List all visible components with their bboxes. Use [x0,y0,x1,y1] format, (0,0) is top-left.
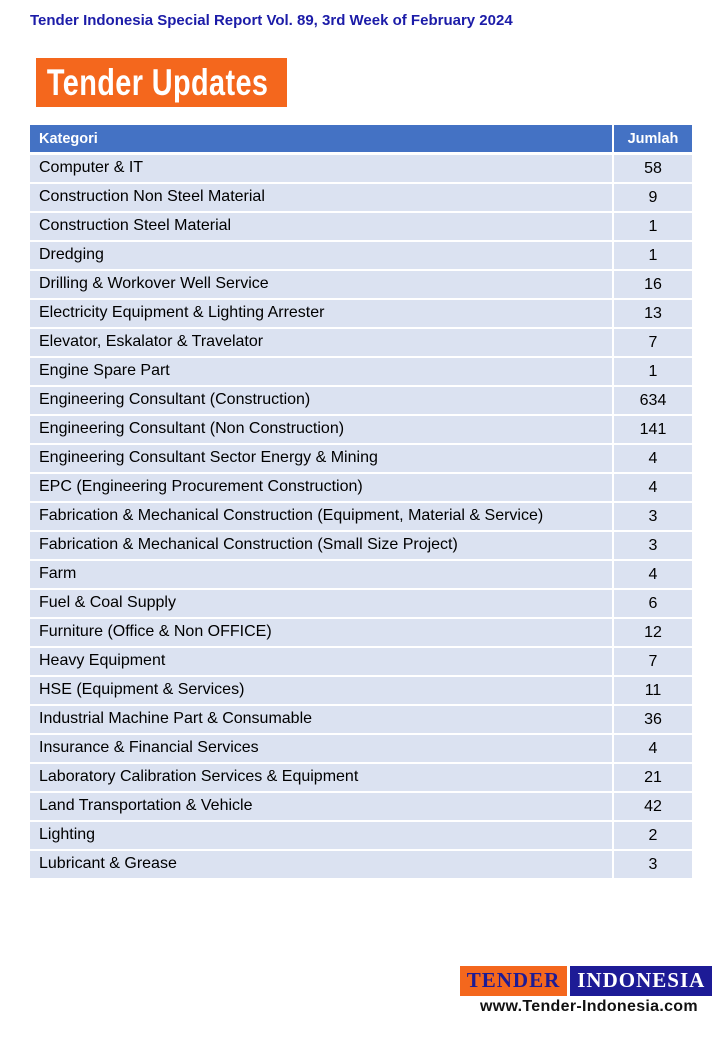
category-cell: Engineering Consultant Sector Energy & Mining [39,449,378,467]
table-row [30,619,692,648]
column-header-jumlah: Jumlah [612,125,692,152]
table-row [30,503,692,532]
category-cell: Dredging [39,246,104,264]
count-cell: 7 [612,329,692,356]
column-header-kategori: Kategori [39,130,98,147]
category-cell: Fabrication & Mechanical Construction (Equipment, Material & Service) [39,507,544,525]
category-cell: Construction Steel Material [39,217,232,235]
count-cell: 634 [612,387,692,414]
count-cell: 1 [612,358,692,385]
category-cell: HSE (Equipment & Services) [39,681,245,699]
table-body [30,155,692,880]
table-row [30,561,692,590]
count-cell: 16 [612,271,692,298]
table-header-row [30,125,692,155]
count-cell: 4 [612,735,692,762]
count-cell: 7 [612,648,692,675]
category-cell: Lubricant & Grease [39,855,177,873]
category-cell: Drilling & Workover Well Service [39,275,269,293]
table-row [30,242,692,271]
count-cell: 11 [612,677,692,704]
table-row [30,532,692,561]
table-row [30,851,692,880]
category-cell: Fuel & Coal Supply [39,594,176,612]
category-cell: Computer & IT [39,159,144,177]
category-cell: Heavy Equipment [39,652,166,670]
table-row [30,677,692,706]
table-row [30,300,692,329]
count-cell: 1 [612,242,692,269]
table-row [30,590,692,619]
category-cell: Industrial Machine Part & Consumable [39,710,313,728]
tender-updates-table [30,125,692,880]
count-cell: 9 [612,184,692,211]
table-row [30,271,692,300]
category-cell: Land Transportation & Vehicle [39,797,253,815]
category-cell: EPC (Engineering Procurement Construction) [39,478,363,496]
table-row [30,213,692,242]
tender-updates-banner [36,58,287,107]
category-cell: Engine Spare Part [39,362,170,380]
count-cell: 36 [612,706,692,733]
table-row [30,358,692,387]
count-cell: 2 [612,822,692,849]
count-cell: 4 [612,561,692,588]
table-row [30,416,692,445]
count-cell: 3 [612,851,692,878]
table-row [30,329,692,358]
category-cell: Engineering Consultant (Construction) [39,391,311,409]
count-cell: 12 [612,619,692,646]
category-cell: Lighting [39,826,96,844]
table-row [30,648,692,677]
table-row [30,735,692,764]
logo-tender-text: TENDER [460,966,568,996]
table-row [30,793,692,822]
count-cell: 4 [612,445,692,472]
category-cell: Insurance & Financial Services [39,739,259,757]
category-cell: Construction Non Steel Material [39,188,265,206]
count-cell: 141 [612,416,692,443]
category-cell: Farm [39,565,77,583]
table-row [30,764,692,793]
website-url: www.Tender-Indonesia.com [480,998,698,1016]
table-row [30,706,692,735]
category-cell: Fabrication & Mechanical Construction (Small Size Project) [39,536,458,554]
category-cell: Elevator, Eskalator & Travelator [39,333,264,351]
banner-title: Tender Updates [46,61,269,103]
count-cell: 58 [612,155,692,182]
count-cell: 42 [612,793,692,820]
table-row [30,822,692,851]
footer [466,966,706,1016]
category-cell: Laboratory Calibration Services & Equipment [39,768,359,786]
logo-indonesia-text: INDONESIA [570,966,712,996]
count-cell: 4 [612,474,692,501]
category-cell: Electricity Equipment & Lighting Arrester [39,304,325,322]
count-cell: 21 [612,764,692,791]
report-title: Tender Indonesia Special Report Vol. 89, 3rd Week of February 2024 [30,12,513,29]
count-cell: 1 [612,213,692,240]
table-row [30,155,692,184]
tender-indonesia-logo [466,966,706,996]
table-row [30,474,692,503]
count-cell: 3 [612,532,692,559]
table-row [30,445,692,474]
count-cell: 6 [612,590,692,617]
count-cell: 13 [612,300,692,327]
category-cell: Furniture (Office & Non OFFICE) [39,623,272,641]
table-row [30,184,692,213]
category-cell: Engineering Consultant (Non Construction) [39,420,345,438]
count-cell: 3 [612,503,692,530]
table-row [30,387,692,416]
